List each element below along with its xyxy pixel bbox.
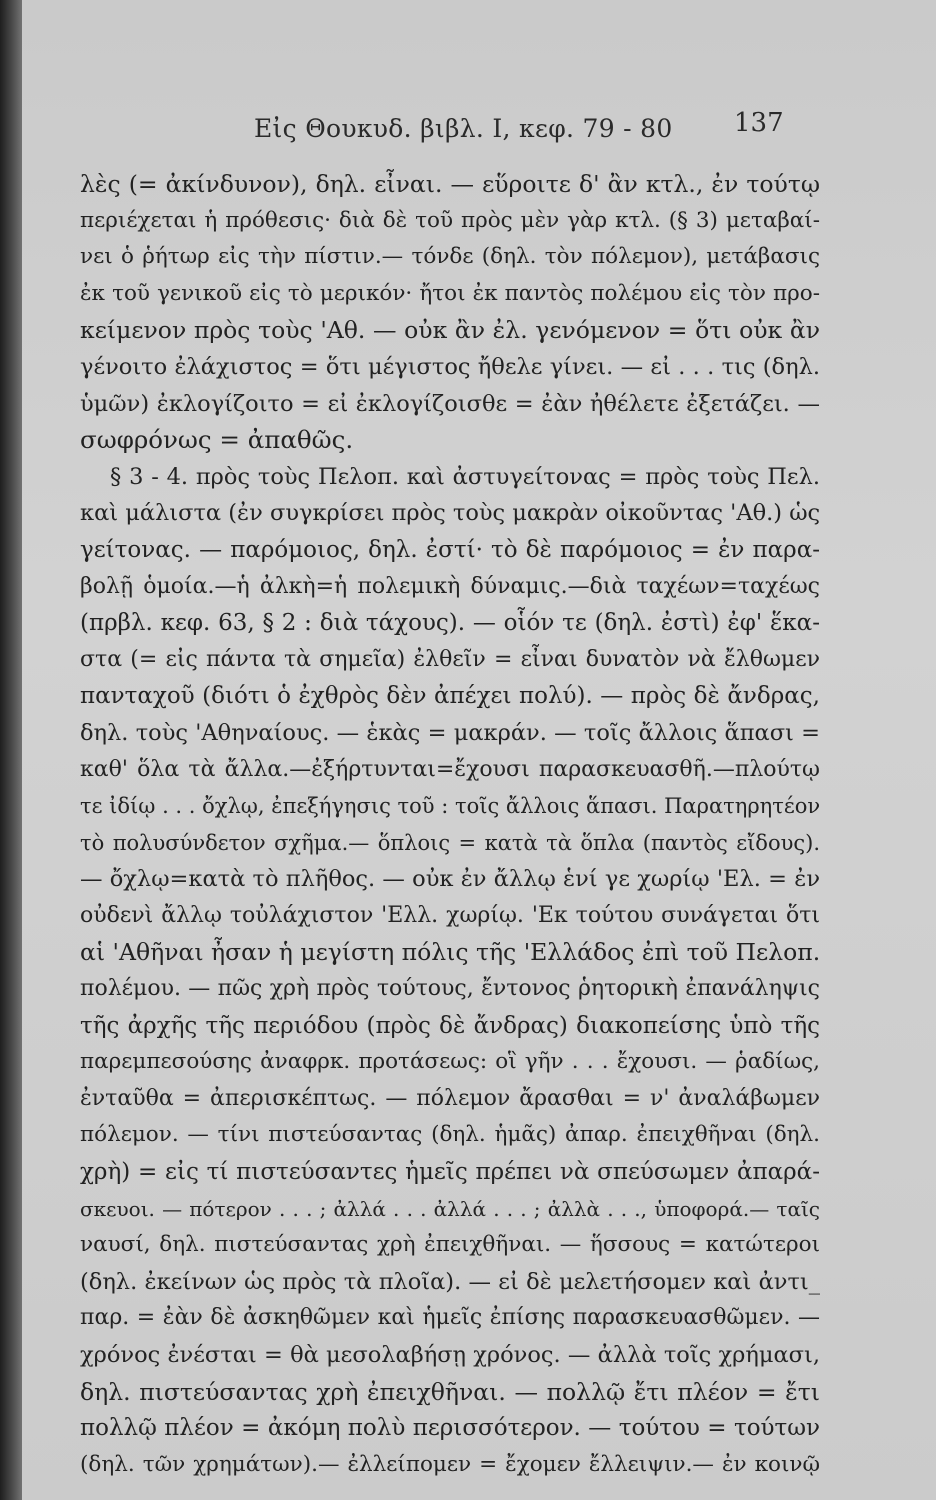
- text-line: παρεμπεσούσης ἀναφρκ. προτάσεως: οἳ γῆν . . . ἔχουσι. — ῥαδίως,: [80, 1049, 820, 1075]
- text-line: ἐνταῦθα = ἀπερισκέπτως. — πόλεμον ἄρασθαι = ν' ἀναλάβωμεν: [80, 1085, 820, 1111]
- text-line: δηλ. τοὺς 'Αθηναίους. — ἑκὰς = μακράν. — τοῖς ἄλλοις ἅπασι =: [80, 719, 820, 746]
- text-line: γένοιτο ἐλάχιστος = ὅτι μέγιστος ἤθελε γίνει. — εἰ . . . τις (δηλ.: [80, 353, 820, 380]
- text-line: καθ' ὅλα τὰ ἄλλα.—ἐξήρτυνται=ἔχουσι παρασκευασθῆ.—πλούτῳ: [80, 756, 820, 782]
- text-line: (πρβλ. κεφ. 63, § 2 : διὰ τάχους). — οἷόν τε (δηλ. ἐστὶ) ἐφ' ἕκα-: [80, 610, 820, 637]
- text-line: πόλεμον. — τίνι πιστεύσαντας (δηλ. ἡμᾶς) ἀπαρ. ἐπειχθῆναι (δηλ.: [80, 1122, 820, 1148]
- text-line: βολῇ ὁμοία.—ἡ ἀλκὴ=ἡ πολεμικὴ δύναμις.—διὰ ταχέων=ταχέως: [80, 573, 820, 599]
- paragraph-start-line: § 3 - 4. πρὸς τοὺς Πελοπ. καὶ ἀστυγείτονας = πρὸς τοὺς Πελ.: [110, 463, 820, 490]
- text-line: κείμενον πρὸς τοὺς 'Αθ. — οὐκ ἂν ἐλ. γενόμενον = ὅτι οὐκ ἂν: [80, 316, 820, 345]
- text-line: τε ἰδίῳ . . . ὄχλῳ, ἐπεξήγησις τοῦ : τοῖς ἄλλοις ἅπασι. Παρατηρητέον: [80, 794, 820, 819]
- commentary-text: [80, 166, 820, 1483]
- text-line: στα (= εἰς πάντα τὰ σημεῖα) ἐλθεῖν = εἶναι δυνατὸν νὰ ἔλθωμεν: [80, 646, 820, 672]
- book-page: [22, 0, 936, 1500]
- text-line: νει ὁ ῥήτωρ εἰς τὴν πίστιν.— τόνδε (δηλ. τὸν πόλεμον), μετάβασις: [80, 244, 820, 270]
- text-line: δηλ. πιστεύσαντας χρὴ ἐπειχθῆναι. — πολλῷ ἔτι πλέον = ἔτι: [80, 1377, 820, 1406]
- text-line: περιέχεται ἡ πρόθεσις· διὰ δὲ τοῦ πρὸς μὲν γὰρ κτλ. (§ 3) μεταβαί-: [80, 207, 820, 233]
- text-line: αἱ 'Αθῆναι ἦσαν ἡ μεγίστη πόλις τῆς 'Ελλάδος ἐπὶ τοῦ Πελοπ.: [80, 938, 820, 967]
- text-line: ἐκ τοῦ γενικοῦ εἰς τὸ μερικόν· ἤτοι ἐκ παντὸς πολέμου εἰς τὸν προ-: [80, 280, 820, 306]
- text-line: γείτονας. — παρόμοιος, δηλ. ἐστί· τὸ δὲ παρόμοιος = ἐν παρα-: [80, 536, 820, 563]
- text-line: (δηλ. τῶν χρημάτων).— ἐλλείπομεν = ἔχομεν ἔλλειψιν.— ἐν κοινῷ: [80, 1451, 820, 1477]
- running-head-title: Εἰς Θουκυδ. βιβλ. Ι, κεφ. 79 - 80: [254, 114, 673, 143]
- text-line: οὐδενὶ ἄλλῳ τοὐλάχιστον 'Ελλ. χωρίῳ. 'Εκ τούτου συνάγεται ὅτι: [80, 902, 820, 928]
- text-line: τὸ πολυσύνδετον σχῆμα.— ὅπλοις = κατὰ τὰ ὅπλα (παντὸς εἴδους).: [80, 830, 820, 855]
- text-line: (δηλ. ἐκείνων ὡς πρὸς τὰ πλοῖα). — εἰ δὲ μελετήσομεν καὶ ἀντι_: [80, 1268, 820, 1295]
- text-line: — ὄχλῳ=κατὰ τὸ πλῆθος. — οὐκ ἐν ἄλλῳ ἑνί γε χωρίῳ 'Ελ. = ἐν: [80, 866, 820, 893]
- text-line: πολέμου. — πῶς χρὴ πρὸς τούτους, ἔντονος ῥητορικὴ ἐπανάληψις: [80, 976, 820, 1002]
- text-line: σκευοι. — πότερον . . . ; ἀλλά . . . ἀλλά . . . ; ἀλλὰ . . ., ὑποφορά.— ταῖς: [80, 1196, 820, 1221]
- running-head: [22, 108, 936, 148]
- text-line: σωφρόνως = ἀπαθῶς.: [80, 425, 354, 455]
- text-line: λὲς (= ἀκίνδυνον), δηλ. εἶναι. — εὕροιτε δ' ἂν κτλ., ἐν τούτῳ: [80, 170, 820, 198]
- text-line: καὶ μάλιστα (ἐν συγκρίσει πρὸς τοὺς μακρὰν οἰκοῦντας 'Αθ.) ὡς: [80, 500, 820, 527]
- text-line: χρόνος ἐνέσται = θὰ μεσολαβήσῃ χρόνος. — ἀλλὰ τοῖς χρήμασι,: [80, 1342, 820, 1368]
- text-line: χρὴ) = εἰς τί πιστεύσαντες ἡμεῖς πρέπει νὰ σπεύσωμεν ἀπαρά-: [80, 1159, 820, 1186]
- text-line: ὑμῶν) ἐκλογίζοιτο = εἰ ἐκλογίζοισθε = ἐὰν ἠθέλετε ἐξετάζει. —: [80, 390, 820, 417]
- text-line: τῆς ἀρχῆς τῆς περιόδου (πρὸς δὲ ἄνδρας) διακοπείσης ὑπὸ τῆς: [80, 1012, 820, 1039]
- text-line: ναυσί, δηλ. πιστεύσαντας χρὴ ἐπειχθῆναι. — ἥσσους = κατώτεροι: [80, 1232, 820, 1258]
- text-line: παρ. = ἐὰν δὲ ἀσκηθῶμεν καὶ ἡμεῖς ἐπίσης παρασκευασθῶμεν. —: [80, 1305, 820, 1331]
- text-line: πολλῷ πλέον = ἀκόμη πολὺ περισσότερον. — τούτου = τούτων: [80, 1415, 820, 1442]
- text-line: πανταχοῦ (διότι ὁ ἐχθρὸς δὲν ἀπέχει πολύ). — πρὸς δὲ ἄνδρας,: [80, 683, 820, 710]
- page-number: 137: [734, 108, 784, 138]
